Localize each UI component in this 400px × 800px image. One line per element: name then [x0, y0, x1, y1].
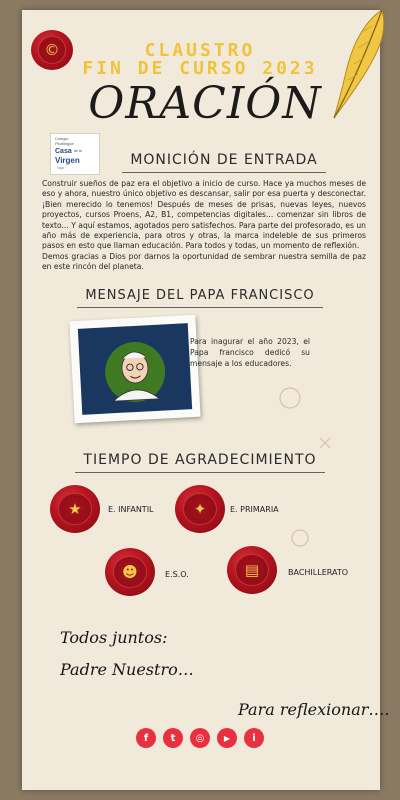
pope-photo[interactable]: [69, 315, 200, 423]
mask-icon: ☻: [113, 556, 147, 589]
closing-para-reflexionar: Para reflexionar….: [238, 700, 390, 719]
closing-padre-nuestro: Padre Nuestro…: [60, 660, 194, 679]
seal-emblem-icon: ©: [38, 36, 67, 64]
info-icon[interactable]: i: [244, 728, 264, 748]
stage-seal-eso[interactable]: [105, 548, 155, 596]
logo-text: · Vigo ·: [55, 166, 67, 170]
logo-text: Casa: [55, 148, 72, 155]
page-title: ORACIÓN: [88, 78, 322, 129]
logo-text: Virgen: [55, 156, 80, 165]
book-icon: ▤: [235, 554, 269, 587]
monicion-paragraph: Demos gracias a Dios por darnos la oportunidad de sembrar nuestra semilla de paz en este rincón del planeta.: [42, 251, 366, 272]
stage-label-bachillerato: BACHILLERATO: [288, 568, 349, 577]
star-icon: ★: [58, 493, 92, 526]
section-title-mensaje: MENSAJE DEL PAPA FRANCISCO: [0, 288, 400, 303]
section-title-monicion: MONICIÓN DE ENTRADA: [48, 152, 400, 168]
logo-text: de la: [74, 149, 82, 153]
stage-seal-primaria[interactable]: [175, 485, 225, 533]
stage-label-primaria: E. PRIMARIA: [230, 505, 279, 514]
stage-seal-bachillerato[interactable]: [227, 546, 277, 594]
pope-message-text: Para inagurar el año 2023, el Papa francisco dedicó su mensaje a los educadores.: [190, 337, 310, 368]
stage-label-infantil: E. INFANTIL: [108, 505, 154, 514]
logo-text: Colegio: [55, 136, 69, 141]
youtube-icon[interactable]: ▶: [217, 728, 237, 748]
bird-icon: ✦: [183, 493, 217, 526]
stage-label-eso: E.S.O.: [165, 570, 189, 579]
header-fin-de-curso: FIN DE CURSO 2023: [82, 58, 318, 79]
logo-text: Plurilingüe: [55, 141, 74, 146]
monicion-text: [42, 179, 366, 273]
closing-todos-juntos: Todos juntos:: [60, 628, 168, 647]
section-title-agradecimiento: TIEMPO DE AGRADECIMIENTO: [0, 452, 400, 468]
header-claustro: CLAUSTRO: [144, 40, 256, 61]
twitter-icon[interactable]: t: [163, 728, 183, 748]
facebook-icon[interactable]: f: [136, 728, 156, 748]
stage-seal-infantil[interactable]: [50, 485, 100, 533]
pope-portrait-icon: [94, 332, 176, 406]
instagram-icon[interactable]: ◎: [190, 728, 210, 748]
monicion-paragraph: Construir sueños de paz era el objetivo a inicio de curso. Hace ya muchos meses de eso y ahora, nuestro único objetivo es descansar, salir por esa puerta y desconectar. ¡Bien merecido lo tenemos! Después de meses de prisas, nuevas leyes, nuevos proyectos, cursos Proens, A2, B1, competencias digitales... comenzar sin libros de texto... Y aquí estamos, agotados pero satisfechos. Para parte del profesorado, es un año más de experiencia, para otros y otras, la marca indeleble de sus primeros pasos en esto que llaman educación. Para todos y todas, un momento de reflexión.: [42, 179, 366, 251]
